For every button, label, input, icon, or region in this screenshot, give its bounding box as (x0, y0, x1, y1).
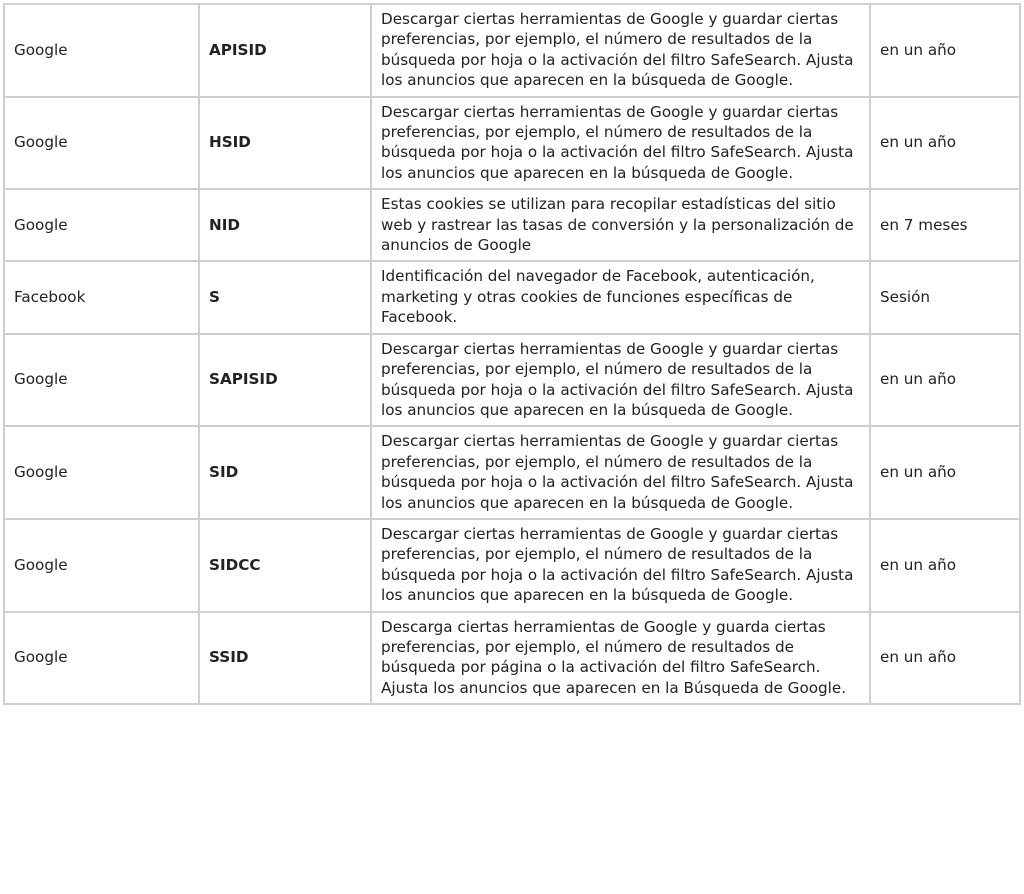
cookies-table-body (4, 4, 1020, 704)
cookie-name-cell: NID (199, 189, 371, 261)
table-row (4, 519, 1020, 612)
expiry-cell: en un año (870, 334, 1020, 427)
cookies-table (3, 3, 1021, 705)
purpose-cell: Descarga ciertas herramientas de Google y guarda ciertas preferencias, por ejemplo, el número de resultados de búsqueda por página o la activación del filtro SafeSearch. Ajusta los anuncios que aparecen en la Búsqueda de Google. (371, 612, 870, 705)
provider-cell: Google (4, 426, 199, 519)
provider-cell: Google (4, 519, 199, 612)
provider-cell: Google (4, 612, 199, 705)
table-row (4, 612, 1020, 705)
table-row (4, 261, 1020, 333)
cookie-name-cell: S (199, 261, 371, 333)
expiry-cell: en un año (870, 426, 1020, 519)
cookie-name-cell: SAPISID (199, 334, 371, 427)
provider-cell: Google (4, 4, 199, 97)
provider-cell: Facebook (4, 261, 199, 333)
expiry-cell: en un año (870, 612, 1020, 705)
purpose-cell: Descargar ciertas herramientas de Google y guardar ciertas preferencias, por ejemplo, el número de resultados de la búsqueda por hoja o la activación del filtro SafeSearch. Ajusta los anuncios que aparecen en la búsqueda de Google. (371, 4, 870, 97)
expiry-cell: en 7 meses (870, 189, 1020, 261)
table-row (4, 334, 1020, 427)
cookie-name-cell: APISID (199, 4, 371, 97)
cookie-name-cell: SSID (199, 612, 371, 705)
purpose-cell: Estas cookies se utilizan para recopilar estadísticas del sitio web y rastrear las tasas de conversión y la personalización de anuncios de Google (371, 189, 870, 261)
expiry-cell: en un año (870, 519, 1020, 612)
provider-cell: Google (4, 189, 199, 261)
table-row (4, 189, 1020, 261)
purpose-cell: Descargar ciertas herramientas de Google y guardar ciertas preferencias, por ejemplo, el número de resultados de la búsqueda por hoja o la activación del filtro SafeSearch. Ajusta los anuncios que aparecen en la búsqueda de Google. (371, 426, 870, 519)
cookie-name-cell: HSID (199, 97, 371, 190)
cookie-name-cell: SIDCC (199, 519, 371, 612)
purpose-cell: Descargar ciertas herramientas de Google y guardar ciertas preferencias, por ejemplo, el número de resultados de la búsqueda por hoja o la activación del filtro SafeSearch. Ajusta los anuncios que aparecen en la búsqueda de Google. (371, 519, 870, 612)
provider-cell: Google (4, 334, 199, 427)
purpose-cell: Descargar ciertas herramientas de Google y guardar ciertas preferencias, por ejemplo, el número de resultados de la búsqueda por hoja o la activación del filtro SafeSearch. Ajusta los anuncios que aparecen en la búsqueda de Google. (371, 97, 870, 190)
purpose-cell: Identificación del navegador de Facebook, autenticación, marketing y otras cookies de funciones específicas de Facebook. (371, 261, 870, 333)
purpose-cell: Descargar ciertas herramientas de Google y guardar ciertas preferencias, por ejemplo, el número de resultados de la búsqueda por hoja o la activación del filtro SafeSearch. Ajusta los anuncios que aparecen en la búsqueda de Google. (371, 334, 870, 427)
table-row (4, 4, 1020, 97)
table-row (4, 426, 1020, 519)
provider-cell: Google (4, 97, 199, 190)
expiry-cell: Sesión (870, 261, 1020, 333)
expiry-cell: en un año (870, 4, 1020, 97)
expiry-cell: en un año (870, 97, 1020, 190)
cookie-name-cell: SID (199, 426, 371, 519)
table-row (4, 97, 1020, 190)
